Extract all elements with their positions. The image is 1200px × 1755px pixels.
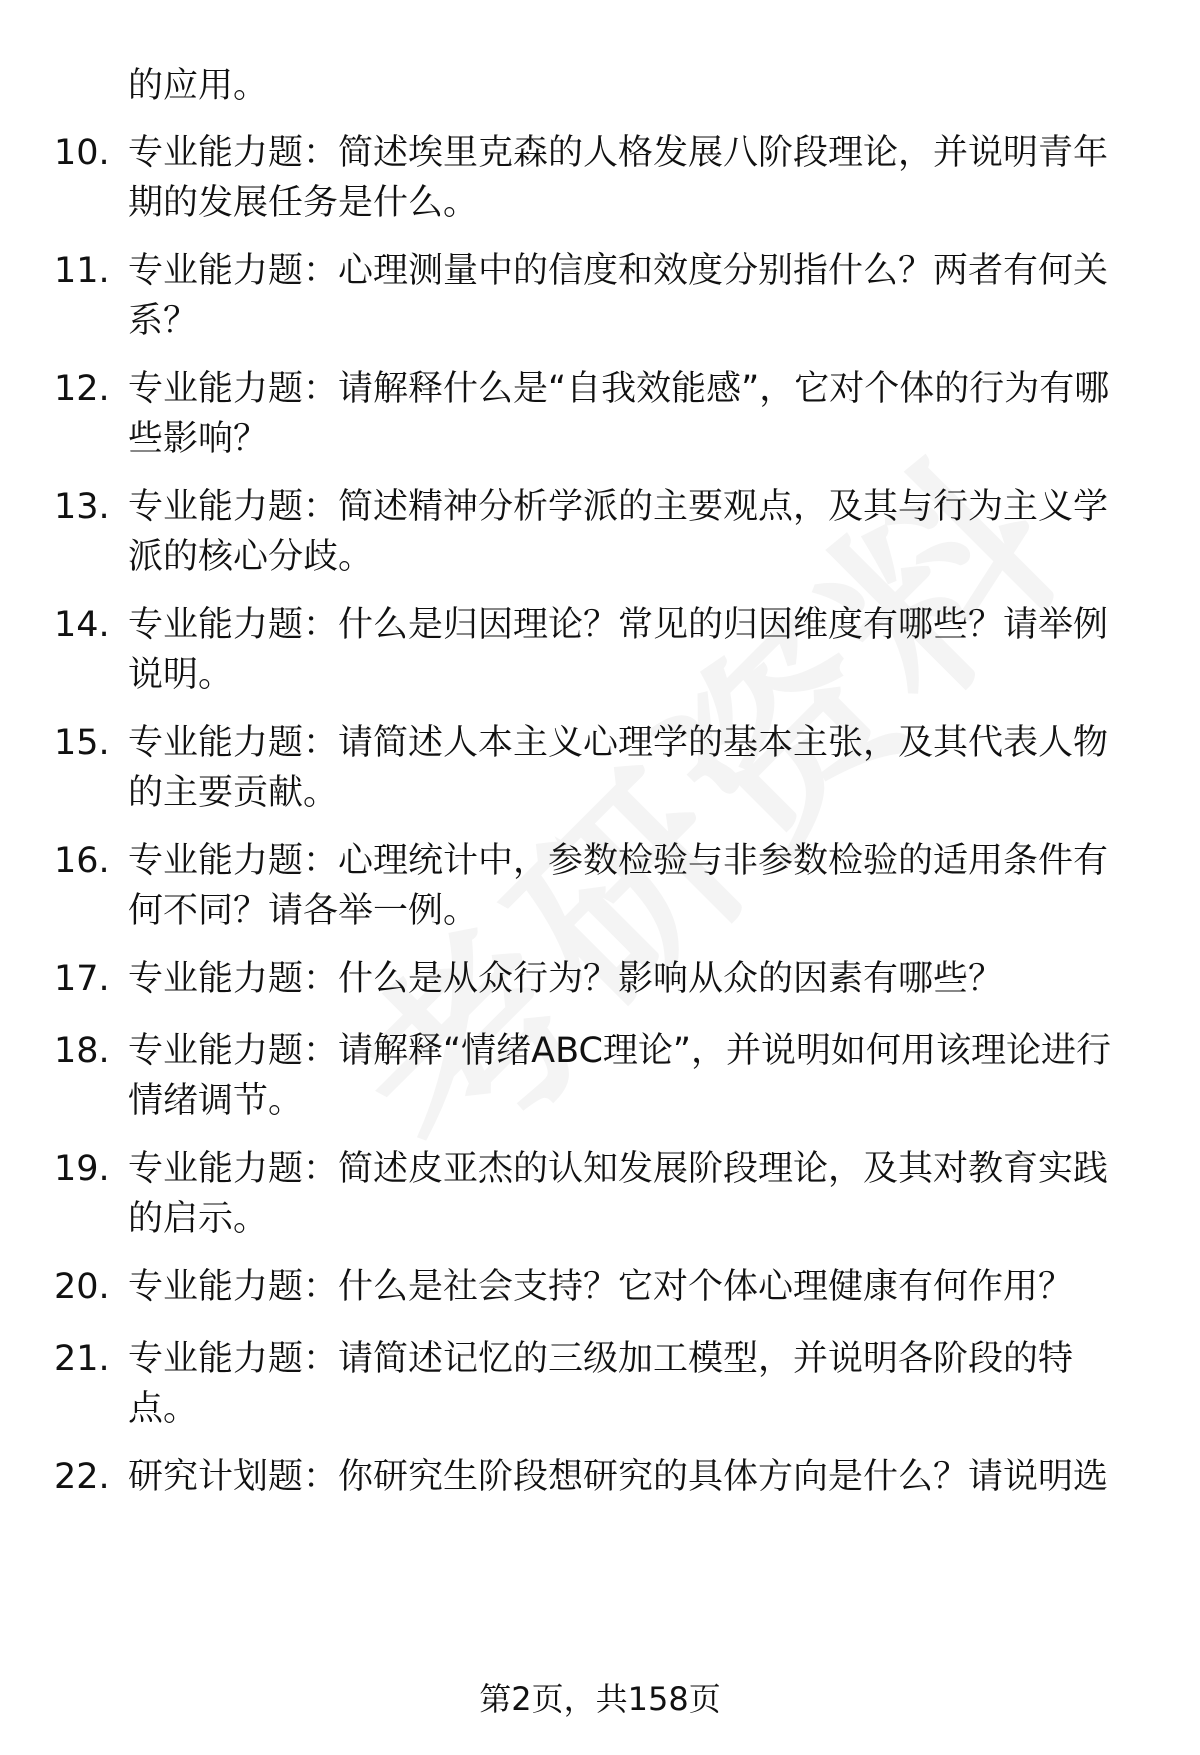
question-text: 专业能力题：心理统计中，参数检验与非参数检验的适用条件有何不同？请各举一例。 (128, 841, 1109, 931)
question-number: 20. (54, 1267, 110, 1307)
question-text: 专业能力题：请解释什么是“自我效能感”，它对个体的行为有哪些影响？ (128, 369, 1110, 459)
question-text: 专业能力题：简述皮亚杰的认知发展阶段理论，及其对教育实践的启示。 (128, 1149, 1109, 1239)
page-footer: 第2页，共158页 (479, 1680, 721, 1718)
question-number: 21. (54, 1339, 110, 1379)
question-text: 专业能力题：什么是归因理论？常见的归因维度有哪些？请举例说明。 (128, 605, 1109, 695)
question-text: 专业能力题：心理测量中的信度和效度分别指什么？两者有何关系？ (128, 251, 1109, 341)
question-number: 18. (54, 1031, 110, 1071)
question-number: 16. (54, 841, 110, 881)
question-number: 14. (54, 605, 110, 645)
question-text: 专业能力题：简述精神分析学派的主要观点，及其与行为主义学派的核心分歧。 (128, 487, 1109, 577)
question-number: 22. (54, 1457, 110, 1497)
question-text: 专业能力题：请简述记忆的三级加工模型，并说明各阶段的特点。 (128, 1339, 1074, 1429)
question-number: 13. (54, 487, 110, 527)
continued-text: 的应用。 (128, 66, 269, 106)
question-number: 17. (54, 959, 110, 999)
question-text: 专业能力题：简述埃里克森的人格发展八阶段理论，并说明青年期的发展任务是什么。 (128, 133, 1109, 223)
question-number: 10. (54, 133, 110, 173)
question-text: 研究计划题：你研究生阶段想研究的具体方向是什么？请说明选 (128, 1457, 1109, 1497)
question-text: 专业能力题：请简述人本主义心理学的基本主张，及其代表人物的主要贡献。 (128, 723, 1109, 813)
question-text: 专业能力题：什么是从众行为？影响从众的因素有哪些？ (128, 959, 1004, 999)
question-number: 15. (54, 723, 110, 763)
question-text: 专业能力题：什么是社会支持？它对个体心理健康有何作用？ (128, 1267, 1074, 1307)
question-number: 12. (54, 369, 110, 409)
question-text: 专业能力题：请解释“情绪ABC理论”，并说明如何用该理论进行情绪调节。 (128, 1031, 1112, 1121)
question-number: 19. (54, 1149, 110, 1189)
question-number: 11. (54, 251, 110, 291)
